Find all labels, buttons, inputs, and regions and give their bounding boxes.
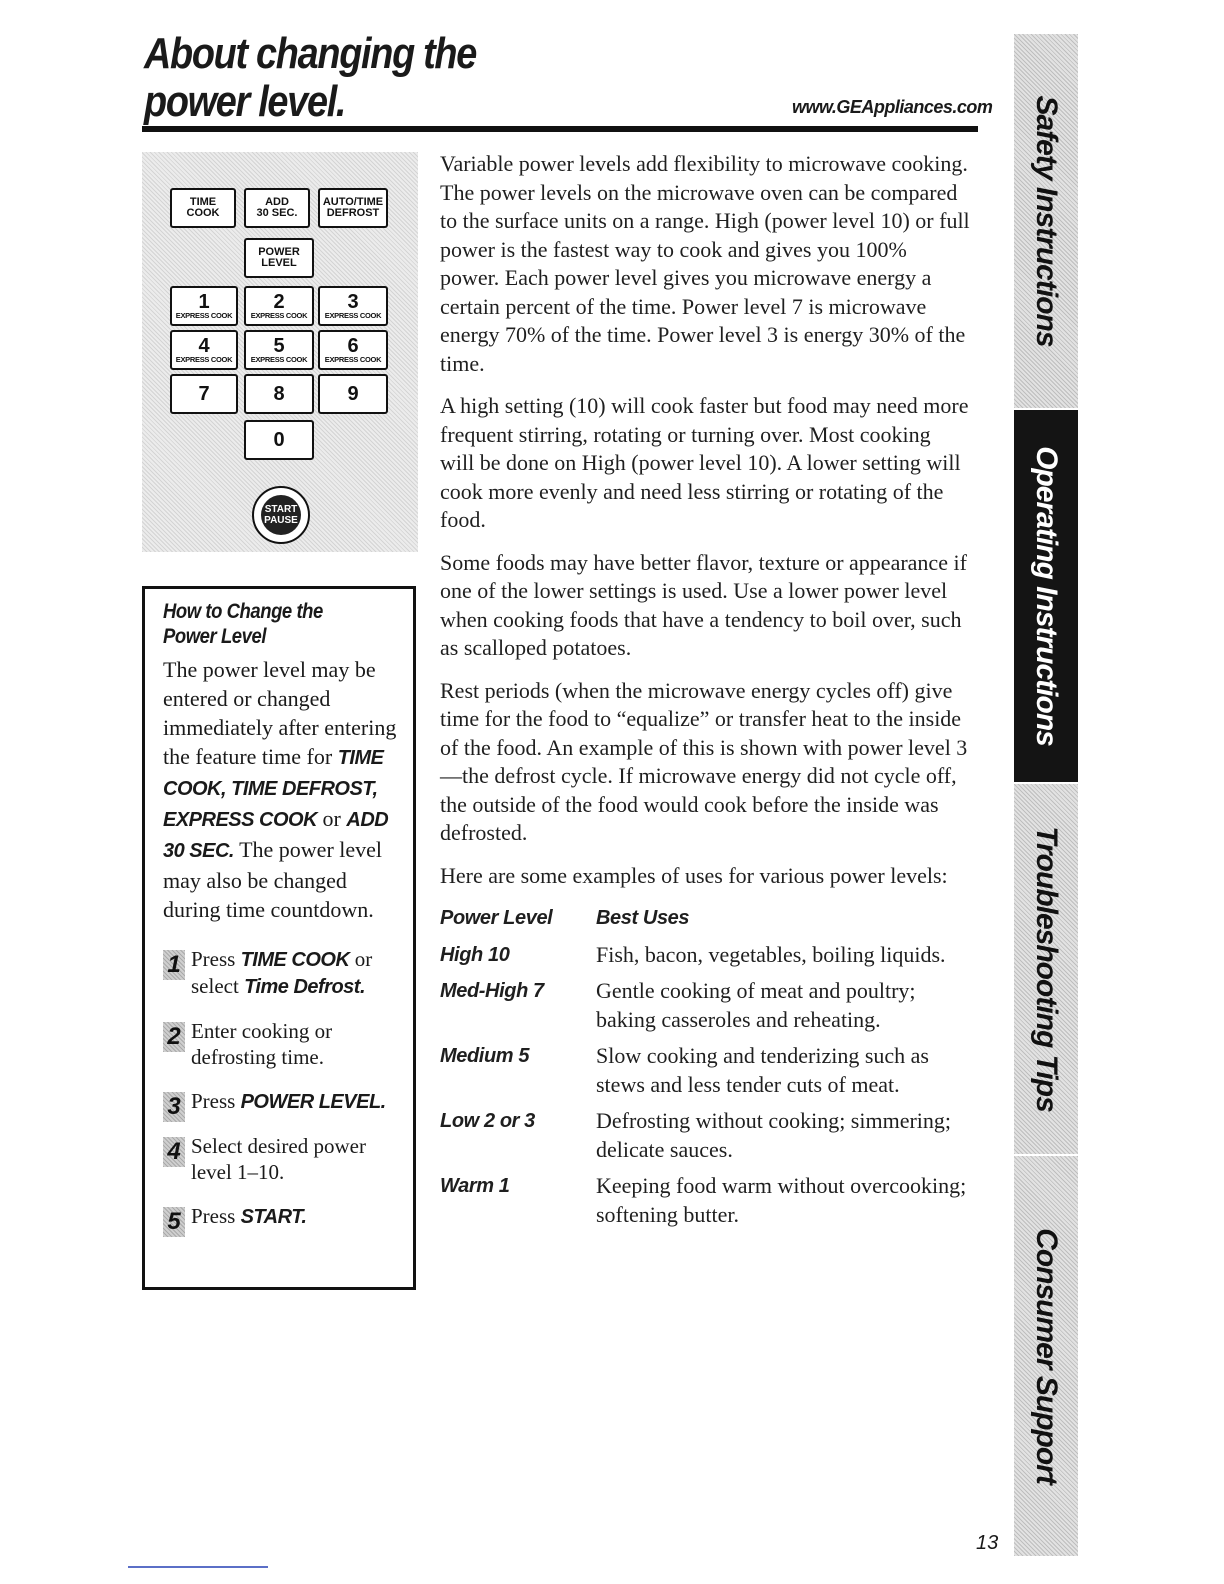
tab-label: Consumer Support <box>1030 1228 1063 1484</box>
key-number: 2 <box>273 291 285 313</box>
title-line-1: About changing the <box>144 29 477 78</box>
number-key-3 <box>318 286 388 326</box>
how-to-heading-line-2: Power Level <box>163 625 267 648</box>
tab-consumer-support[interactable] <box>1014 1156 1078 1558</box>
how-to-heading-line-1: How to Change the <box>163 600 323 623</box>
paragraph: Variable power levels add flexibility to microwave cooking. The power levels on the microwave oven can be compared to the surface units on a range. High (power level 10) or full power is the fastest way to cook and gives you 100% power. Each power level gives you microwave energy a certain percent of the time. Power level 7 is microwave energy 70% of the time. Power level 3 is energy 30% of the time. <box>440 151 970 376</box>
auto-time-defrost-key <box>318 188 388 228</box>
how-to-steps <box>163 946 401 1235</box>
how-to-box <box>142 586 416 1290</box>
tab-operating-instructions[interactable] <box>1014 410 1078 784</box>
key-sub-label: EXPRESS COOK <box>175 355 233 364</box>
uses-description: Slow cooking and tenderizing such as stews and less tender cuts of meat. <box>596 1043 929 1097</box>
paragraph: Rest periods (when the microwave energy cycles off) give time for the food to “equalize” or transfer heat to the inside of the food. An example of this is shown with power level 3—the defrost cycle. If microwave energy did not cycle off, the outside of the food would cook before the inside was defrosted. <box>440 677 968 845</box>
uses-level: Med-High 7 <box>440 980 544 1002</box>
uses-level: High 10 <box>440 943 510 966</box>
uses-level: Warm 1 <box>440 1175 510 1197</box>
number-key-8 <box>244 374 314 414</box>
paragraph: A high setting (10) will cook faster but food may need more frequent stirring, rotating or turning over. Most cooking will be done on High (power level 10). A lower setting will cook more evenly and need less stirring or rotating of the food. <box>440 393 969 532</box>
key-number: 9 <box>347 383 359 405</box>
key-number: 3 <box>347 291 359 313</box>
main-text-column <box>440 150 970 1237</box>
number-key-5 <box>244 330 314 370</box>
page-title <box>144 30 476 126</box>
key-number: 7 <box>198 383 210 405</box>
key-label: POWER <box>258 246 300 258</box>
uses-level: Low 2 or 3 <box>440 1110 535 1132</box>
key-number: 8 <box>273 383 285 405</box>
key-label: DEFROST <box>326 207 380 219</box>
key-number: 4 <box>198 335 210 357</box>
key-label: LEVEL <box>261 257 297 269</box>
number-key-0 <box>244 420 314 460</box>
step-text: Press <box>191 1204 236 1228</box>
tab-label: Troubleshooting Tips <box>1030 826 1063 1112</box>
uses-row <box>440 941 970 970</box>
key-label: START <box>264 504 298 515</box>
uses-header-level: Power Level <box>440 907 553 929</box>
bottom-link-underline <box>128 1566 268 1568</box>
uses-description: Fish, bacon, vegetables, boiling liquids. <box>596 941 946 967</box>
section-tabs <box>1014 34 1078 1558</box>
uses-row <box>440 1172 970 1229</box>
uses-level: Medium 5 <box>440 1045 530 1067</box>
step-text: Select desired power level 1–10. <box>191 1134 366 1184</box>
add-30-sec-key <box>244 188 310 228</box>
key-number: 6 <box>347 335 359 357</box>
step-text: Press <box>191 947 236 971</box>
how-to-text: The power level may be entered or changed immediately after entering the feature time for <box>163 657 397 769</box>
tab-label: Safety Instructions <box>1030 95 1063 347</box>
step-number-badge: 4 <box>163 1137 185 1167</box>
how-to-text: The power level may also be changed during time countdown. <box>163 837 383 922</box>
step-item <box>163 1133 401 1185</box>
tab-label: Operating Instructions <box>1030 446 1063 746</box>
step-number-badge: 3 <box>163 1092 185 1122</box>
page-number: 13 <box>976 1532 999 1554</box>
tab-safety-instructions[interactable] <box>1014 34 1078 410</box>
power-level-uses-table <box>440 904 970 1229</box>
key-label: AUTO/TIME <box>322 196 384 208</box>
uses-row <box>440 1042 970 1099</box>
key-number: 5 <box>273 335 285 357</box>
uses-row <box>440 977 970 1034</box>
title-line-2: power level. <box>144 77 346 126</box>
step-bold: Time Defrost. <box>244 976 366 998</box>
step-number-badge: 2 <box>163 1022 185 1052</box>
step-item <box>163 1203 401 1235</box>
start-pause-inner <box>261 495 301 535</box>
step-text: or select <box>191 947 373 998</box>
tab-troubleshooting-tips[interactable] <box>1014 784 1078 1156</box>
paragraph: Here are some examples of uses for various power levels: <box>440 862 948 888</box>
uses-description: Keeping food warm without overcooking; softening butter. <box>596 1173 967 1227</box>
step-number-badge: 1 <box>163 950 185 980</box>
uses-description: Defrosting without cooking; simmering; delicate sauces. <box>596 1108 952 1162</box>
number-key-7 <box>170 374 238 414</box>
key-sub-label: EXPRESS COOK <box>324 355 382 364</box>
step-text: Enter cooking or defrosting time. <box>191 1019 333 1069</box>
number-key-4 <box>170 330 238 370</box>
number-key-6 <box>318 330 388 370</box>
key-label: PAUSE <box>264 515 298 526</box>
number-key-1 <box>170 286 238 326</box>
start-pause-key <box>252 486 310 544</box>
key-sub-label: EXPRESS COOK <box>175 311 233 320</box>
key-label: TIME <box>189 196 217 208</box>
uses-description: Gentle cooking of meat and poultry; baking casseroles and reheating. <box>596 978 916 1032</box>
header-rule <box>142 126 978 132</box>
step-bold: START. <box>240 1206 307 1228</box>
uses-header-row <box>440 904 970 933</box>
step-bold: TIME COOK <box>240 949 350 971</box>
key-label: 30 SEC. <box>256 207 298 219</box>
key-number: 1 <box>198 291 210 313</box>
keypad-illustration <box>142 152 418 552</box>
how-to-text: or <box>322 806 341 831</box>
step-item <box>163 1018 401 1070</box>
how-to-feature: ADD 30 SEC. <box>163 809 389 862</box>
step-text: Press <box>191 1089 236 1113</box>
key-label: COOK <box>186 207 220 219</box>
step-number-badge: 5 <box>163 1207 185 1237</box>
uses-row <box>440 1107 970 1164</box>
step-bold: POWER LEVEL. <box>240 1091 386 1113</box>
time-cook-key <box>170 188 236 228</box>
how-to-body <box>163 655 401 924</box>
key-number: 0 <box>273 429 285 451</box>
number-key-2 <box>244 286 314 326</box>
power-level-key <box>244 238 314 278</box>
key-label: ADD <box>265 196 289 208</box>
step-item <box>163 946 401 1000</box>
website-link[interactable]: www.GEAppliances.com <box>792 97 993 117</box>
key-sub-label: EXPRESS COOK <box>250 355 308 364</box>
key-sub-label: EXPRESS COOK <box>250 311 308 320</box>
paragraph: Some foods may have better flavor, texture or appearance if one of the lower settings is used. Use a lower power level when cooking foods that have a tendency to boil over, such as scalloped potatoes. <box>440 549 967 660</box>
key-sub-label: EXPRESS COOK <box>324 311 382 320</box>
uses-header-best-uses: Best Uses <box>596 907 690 929</box>
how-to-feature-list: TIME COOK, TIME DEFROST, EXPRESS COOK <box>163 747 384 831</box>
step-item <box>163 1088 401 1120</box>
how-to-heading <box>163 599 372 649</box>
number-key-9 <box>318 374 388 414</box>
